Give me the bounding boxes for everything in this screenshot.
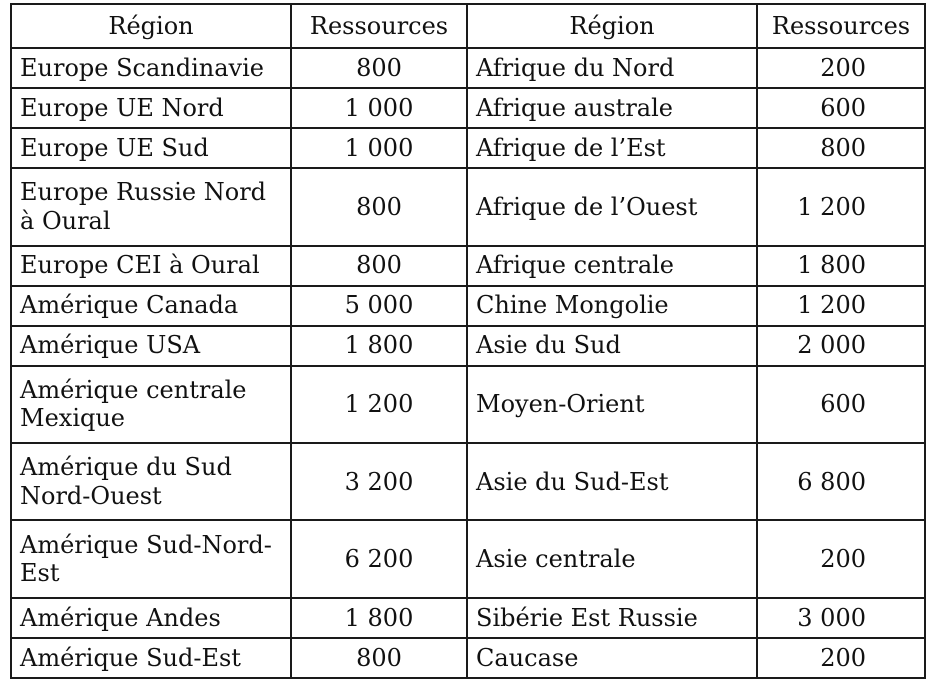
table-header-row [11, 4, 925, 48]
table-row [11, 128, 925, 168]
right-resource-cell: 2 000 [757, 326, 925, 366]
resources-table [10, 3, 926, 679]
left-region-cell: Amérique USA [11, 326, 291, 366]
left-region-cell: Europe Scandinavie [11, 48, 291, 88]
right-region-cell: Asie centrale [467, 520, 757, 597]
resources-table-wrapper [10, 3, 924, 679]
right-region-cell: Afrique de l’Est [467, 128, 757, 168]
right-region-cell: Asie du Sud-Est [467, 443, 757, 520]
table-row [11, 246, 925, 286]
left-resource-cell: 5 000 [291, 286, 467, 326]
left-region-cell: Europe Russie Nord à Oural [11, 168, 291, 245]
left-resource-cell: 800 [291, 168, 467, 245]
header-resources-right: Ressources [757, 4, 925, 48]
left-region-cell: Amérique Canada [11, 286, 291, 326]
table-row [11, 48, 925, 88]
left-resource-cell: 800 [291, 48, 467, 88]
left-resource-cell: 3 200 [291, 443, 467, 520]
left-resource-cell: 800 [291, 246, 467, 286]
table-row [11, 520, 925, 597]
left-resource-cell: 800 [291, 638, 467, 678]
right-resource-cell: 200 [757, 638, 925, 678]
right-resource-cell: 600 [757, 88, 925, 128]
left-resource-cell: 1 200 [291, 366, 467, 443]
table-row [11, 286, 925, 326]
right-resource-cell: 1 800 [757, 246, 925, 286]
right-region-cell: Moyen-Orient [467, 366, 757, 443]
right-resource-cell: 800 [757, 128, 925, 168]
right-region-cell: Afrique australe [467, 88, 757, 128]
left-region-cell: Amérique centrale Mexique [11, 366, 291, 443]
right-region-cell: Afrique du Nord [467, 48, 757, 88]
left-region-cell: Amérique Sud-Nord-Est [11, 520, 291, 597]
table-row [11, 326, 925, 366]
left-resource-cell: 1 800 [291, 598, 467, 638]
table-row [11, 598, 925, 638]
right-region-cell: Afrique centrale [467, 246, 757, 286]
left-region-cell: Amérique Andes [11, 598, 291, 638]
header-resources-left: Ressources [291, 4, 467, 48]
left-resource-cell: 1 800 [291, 326, 467, 366]
right-resource-cell: 600 [757, 366, 925, 443]
right-region-cell: Chine Mongolie [467, 286, 757, 326]
right-resource-cell: 3 000 [757, 598, 925, 638]
table-row [11, 638, 925, 678]
left-resource-cell: 1 000 [291, 88, 467, 128]
left-resource-cell: 6 200 [291, 520, 467, 597]
right-region-cell: Sibérie Est Russie [467, 598, 757, 638]
right-resource-cell: 1 200 [757, 286, 925, 326]
table-row [11, 168, 925, 245]
table-row [11, 366, 925, 443]
header-region-left: Région [11, 4, 291, 48]
table-row [11, 443, 925, 520]
left-resource-cell: 1 000 [291, 128, 467, 168]
header-region-right: Région [467, 4, 757, 48]
right-resource-cell: 200 [757, 48, 925, 88]
left-region-cell: Europe UE Nord [11, 88, 291, 128]
table-row [11, 88, 925, 128]
left-region-cell: Europe CEI à Oural [11, 246, 291, 286]
right-resource-cell: 6 800 [757, 443, 925, 520]
right-region-cell: Asie du Sud [467, 326, 757, 366]
right-resource-cell: 200 [757, 520, 925, 597]
left-region-cell: Amérique Sud-Est [11, 638, 291, 678]
right-resource-cell: 1 200 [757, 168, 925, 245]
left-region-cell: Amérique du Sud Nord-Ouest [11, 443, 291, 520]
right-region-cell: Caucase [467, 638, 757, 678]
left-region-cell: Europe UE Sud [11, 128, 291, 168]
right-region-cell: Afrique de l’Ouest [467, 168, 757, 245]
